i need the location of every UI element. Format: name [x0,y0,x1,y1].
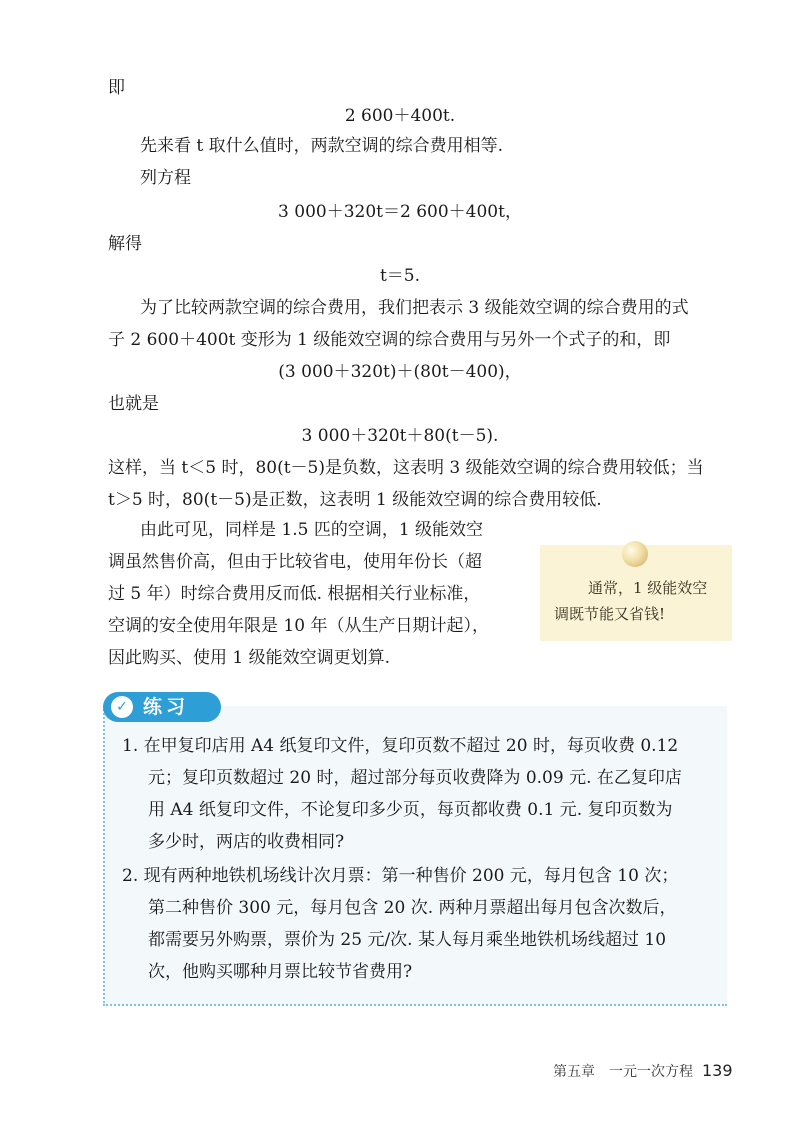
check-icon: ✓ [111,696,133,718]
formula-line: 3 000＋320t＋80(t－5). [301,426,499,446]
solution-line: t＝5. [379,266,421,286]
side-note [540,545,732,641]
text-line: 列方程 [140,168,191,188]
exercise-box [103,706,727,1006]
exercise-1-line: 用 A4 纸复印文件，不论复印多少页，每页都收费 0.1 元. 复印页数为 [148,800,673,820]
exercise-1-line: 元；复印页数超过 20 时，超过部分每页收费降为 0.09 元. 在乙复印店 [148,768,682,788]
text-line: 因此购买、使用 1 级能效空调更划算. [108,648,391,668]
exercise-2-line: 次，他购买哪种月票比较节省费用? [148,962,413,982]
note-line: 通常，1 级能效空 [588,579,708,597]
exercise-title: 练习 [143,696,190,718]
exercise-badge [103,692,221,722]
equation-line: 3 000＋320t＝2 600＋400t， [278,202,522,222]
text-line: 这样，当 t＜5 时，80(t－5)是负数，这表明 3 级能效空调的综合费用较低；当 [108,458,704,478]
pushpin-icon [622,541,648,567]
chapter-footer: 第五章 一元一次方程 [553,1064,693,1080]
exercise-2-line: 都需要另外购票，票价为 25 元/次. 某人每月乘坐地铁机场线超过 10 [148,930,667,950]
exercise-2-line: 2. 现有两种地铁机场线计次月票：第一种售价 200 元，每月包含 10 次； [122,866,679,886]
exercise-1-line: 多少时，两店的收费相同? [148,832,345,852]
page-number: 139 [702,1061,733,1080]
text-line: 调虽然售价高，但由于比较省电，使用年份长（超 [108,552,482,572]
text-line-intro: 即 [108,78,125,98]
text-line: 子 2 600＋400t 变形为 1 级能效空调的综合费用与另外一个式子的和，即 [108,330,671,350]
formula-line: (3 000＋320t)＋(80t－400)， [278,362,522,382]
formula-line: 2 600＋400t. [344,106,456,126]
note-line: 调既节能又省钱! [554,605,666,623]
text-line: 先来看 t 取什么值时，两款空调的综合费用相等. [140,136,504,156]
text-line: 空调的安全使用年限是 10 年（从生产日期计起）， [108,616,489,636]
exercise-2-line: 第二种售价 300 元，每月包含 20 次. 两种月票超出每月包含次数后， [148,898,677,918]
text-line: t＞5 时，80(t－5)是正数，这表明 1 级能效空调的综合费用较低. [108,490,602,510]
exercise-1-line: 1. 在甲复印店用 A4 纸复印文件，复印页数不超过 20 时，每页收费 0.12 [122,736,679,756]
text-line: 由此可见，同样是 1.5 匹的空调，1 级能效空 [140,520,484,540]
text-line: 为了比较两款空调的综合费用，我们把表示 3 级能效空调的综合费用的式 [140,298,689,318]
text-line: 解得 [108,234,142,254]
text-line: 也就是 [108,394,159,414]
text-line: 过 5 年）时综合费用反而低. 根据相关行业标准， [108,584,481,604]
